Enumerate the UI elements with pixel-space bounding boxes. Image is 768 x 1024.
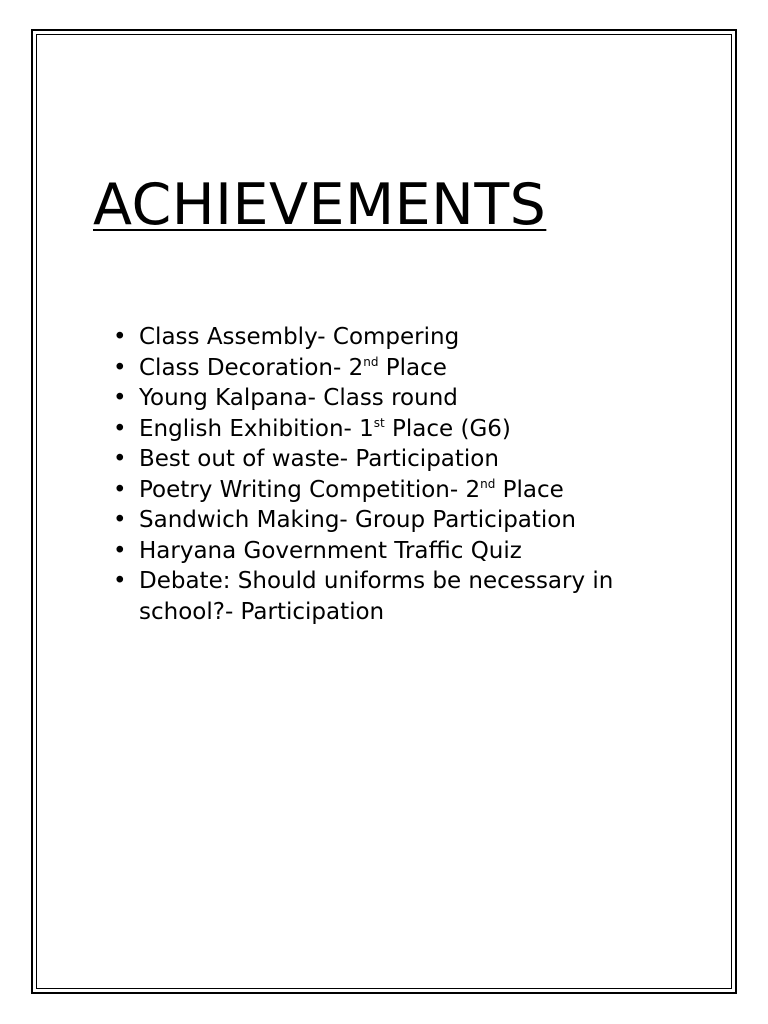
item-text: Class Decoration- 2 [139, 354, 364, 381]
item-text: Class Assembly- Compering [139, 324, 460, 350]
item-text-after: Place (G6) [384, 415, 511, 442]
page-title: ACHIEVEMENTS [93, 172, 547, 238]
list-item [113, 444, 699, 475]
item-ordinal-suffix: nd [363, 354, 379, 369]
list-item [113, 322, 699, 353]
item-text: Best out of waste- Participation [139, 446, 499, 472]
list-item [113, 475, 699, 506]
item-text: Debate: Should uniforms be necessary in school?- Participation [139, 568, 614, 625]
list-item [113, 505, 699, 536]
bullet-icon: • [113, 385, 127, 411]
bullet-icon: • [113, 415, 127, 442]
list-item [113, 353, 699, 384]
item-text: Poetry Writing Competition- 2 [139, 476, 481, 503]
list-item [113, 536, 699, 567]
bullet-icon: • [113, 507, 127, 533]
bullet-icon: • [113, 568, 127, 594]
bullet-icon: • [113, 537, 127, 564]
item-ordinal-suffix: nd [480, 476, 496, 491]
item-text: Haryana Government Traffic Quiz [139, 537, 522, 564]
list-item [113, 383, 699, 414]
item-text-after: Place [378, 354, 447, 381]
bullet-icon: • [113, 354, 127, 381]
list-item [113, 414, 699, 445]
bullet-icon: • [113, 324, 127, 350]
item-text: Young Kalpana- Class round [139, 385, 458, 411]
achievement-list [113, 322, 699, 627]
item-text-after: Place [495, 476, 564, 503]
bullet-icon: • [113, 476, 127, 503]
item-text: Sandwich Making- Group Participation [139, 507, 576, 533]
list-item [113, 566, 699, 627]
item-text: English Exhibition- 1 [139, 415, 374, 442]
bullet-icon: • [113, 446, 127, 472]
item-ordinal-suffix: st [373, 415, 385, 430]
